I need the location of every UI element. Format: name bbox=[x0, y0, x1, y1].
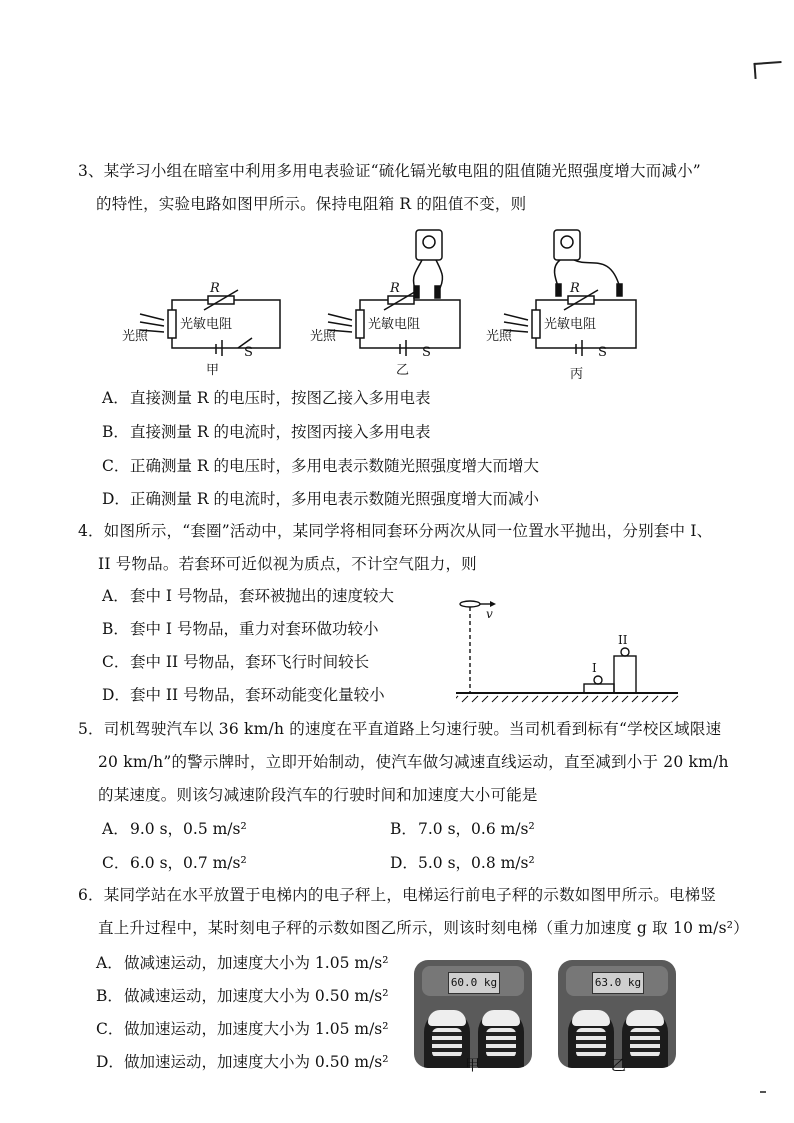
scale-caption-jia: 甲 bbox=[465, 1056, 481, 1074]
resistor-label-bing: 光敏电阻 bbox=[544, 317, 597, 332]
q4-option-b[interactable] bbox=[102, 618, 378, 640]
q3-option-b[interactable] bbox=[102, 421, 431, 443]
q3-stem-line2: 的特性，实验电路如图甲所示。保持电阻箱 R 的阻值不变，则 bbox=[96, 195, 527, 213]
option-label: C． bbox=[102, 457, 130, 475]
caption-bing: 丙 bbox=[570, 367, 584, 382]
option-text: 做减速运动，加速度大小为 1.05 m/s² bbox=[124, 954, 389, 972]
option-text: 9.0 s，0.5 m/s² bbox=[130, 820, 247, 838]
light-label-jia: 光照 bbox=[122, 329, 149, 344]
s-label-bing: S bbox=[598, 345, 607, 360]
r-label-jia: R bbox=[210, 281, 220, 296]
option-label: A． bbox=[102, 820, 129, 838]
shoe-icon bbox=[478, 1010, 524, 1068]
option-label: A． bbox=[102, 587, 129, 605]
q4-option-c[interactable] bbox=[102, 651, 369, 673]
q6-option-b[interactable] bbox=[96, 985, 388, 1007]
item-1-label: I bbox=[592, 661, 597, 675]
option-label: D． bbox=[390, 854, 418, 872]
option-label: D． bbox=[102, 490, 130, 508]
q5-option-c[interactable] bbox=[102, 852, 247, 874]
shoe-icon bbox=[424, 1010, 470, 1068]
q5-stem-line3: 的某速度。则该匀减速阶段汽车的行驶时间和加速度大小可能是 bbox=[98, 786, 538, 804]
q5-stem-line1: 5．司机驾驶汽车以 36 km/h 的速度在平直道路上匀速行驶。当司机看到标有“学校区域限速 bbox=[78, 720, 722, 738]
light-label-yi: 光照 bbox=[310, 329, 337, 344]
q6-option-c[interactable] bbox=[96, 1018, 388, 1040]
q5-option-a[interactable] bbox=[102, 818, 247, 840]
q4-stem-line2: II 号物品。若套环可近似视为质点，不计空气阻力，则 bbox=[98, 555, 477, 573]
scale-photo-yi bbox=[558, 960, 676, 1068]
item-1-base bbox=[584, 684, 614, 693]
option-text: 做加速运动，加速度大小为 1.05 m/s² bbox=[124, 1020, 389, 1038]
option-text: 6.0 s，0.7 m/s² bbox=[130, 854, 247, 872]
option-label: C． bbox=[102, 854, 130, 872]
option-text: 套中 I 号物品，重力对套环做功较小 bbox=[130, 620, 379, 638]
q4-ring-toss-figure bbox=[456, 592, 686, 704]
option-text: 直接测量 R 的电流时，按图丙接入多用电表 bbox=[130, 423, 431, 441]
option-label: C． bbox=[102, 653, 130, 671]
q6-stem-line2: 直上升过程中，某时刻电子秤的示数如图乙所示，则该时刻电梯（重力加速度 g 取 10 m/s²） bbox=[98, 919, 749, 937]
s-label-jia: S bbox=[244, 345, 253, 360]
photoresistor-bing bbox=[532, 310, 540, 338]
option-text: 套中 I 号物品，套环被抛出的速度较大 bbox=[130, 587, 394, 605]
page-speck bbox=[760, 1091, 766, 1093]
q6-stem-line1: 6．某同学站在水平放置于电梯内的电子秤上，电梯运行前电子秤的示数如图甲所示。电梯竖 bbox=[78, 886, 717, 904]
item-2-base bbox=[614, 656, 636, 693]
q6-option-d[interactable] bbox=[96, 1051, 388, 1073]
q4-stem-line1: 4．如图所示，“套圈”活动中，某同学将相同套环分两次从同一位置水平抛出，分别套中 I、 bbox=[78, 522, 713, 540]
item-2-label: II bbox=[618, 633, 628, 647]
q4-option-a[interactable] bbox=[102, 585, 394, 607]
circuit-diagrams bbox=[120, 222, 680, 382]
resistor-label-yi: 光敏电阻 bbox=[368, 317, 421, 332]
option-label: B． bbox=[96, 987, 123, 1005]
q4-option-d[interactable] bbox=[102, 684, 385, 706]
photoresistor-yi bbox=[356, 310, 364, 338]
option-text: 7.0 s，0.6 m/s² bbox=[418, 820, 535, 838]
ring-shape bbox=[460, 601, 480, 607]
option-text: 直接测量 R 的电压时，按图乙接入多用电表 bbox=[130, 389, 431, 407]
multimeter-bing bbox=[554, 230, 580, 260]
page-corner-mark bbox=[753, 61, 782, 79]
caption-jia: 甲 bbox=[206, 363, 220, 378]
q3-option-c[interactable] bbox=[102, 455, 539, 477]
q5-option-b[interactable] bbox=[390, 818, 535, 840]
option-text: 正确测量 R 的电压时，多用电表示数随光照强度增大而增大 bbox=[130, 457, 540, 475]
item-2-object bbox=[621, 648, 629, 656]
item-1-object bbox=[594, 676, 602, 684]
option-label: B． bbox=[102, 620, 129, 638]
scale-photo-jia bbox=[414, 960, 532, 1068]
option-text: 做减速运动，加速度大小为 0.50 m/s² bbox=[124, 987, 389, 1005]
caption-yi: 乙 bbox=[396, 363, 410, 378]
shoe-icon bbox=[568, 1010, 614, 1068]
ring-toss-diagram bbox=[456, 592, 686, 704]
s-label-yi: S bbox=[422, 345, 431, 360]
scale-reading-yi: 63.0 kg bbox=[592, 972, 644, 994]
option-label: B． bbox=[102, 423, 129, 441]
shoe-icon bbox=[622, 1010, 668, 1068]
scale-reading-jia: 60.0 kg bbox=[448, 972, 500, 994]
option-label: D． bbox=[102, 686, 130, 704]
scale-caption-yi: 乙 bbox=[611, 1056, 627, 1074]
option-text: 套中 II 号物品，套环动能变化量较小 bbox=[130, 686, 385, 704]
q6-option-a[interactable] bbox=[96, 952, 388, 974]
option-label: D． bbox=[96, 1053, 124, 1071]
light-label-bing: 光照 bbox=[486, 329, 513, 344]
q3-option-a[interactable] bbox=[102, 387, 431, 409]
option-text: 做加速运动，加速度大小为 0.50 m/s² bbox=[124, 1053, 389, 1071]
resistor-label-jia: 光敏电阻 bbox=[180, 317, 233, 332]
option-label: A． bbox=[96, 954, 123, 972]
option-label: B． bbox=[390, 820, 417, 838]
option-text: 套中 II 号物品，套环飞行时间较长 bbox=[130, 653, 370, 671]
photoresistor-jia bbox=[168, 310, 176, 338]
r-label-bing: R bbox=[570, 281, 580, 296]
option-label: C． bbox=[96, 1020, 124, 1038]
q3-stem-line1: 3、某学习小组在暗室中利用多用电表验证“硫化镉光敏电阻的阻值随光照强度增大而减小” bbox=[78, 162, 701, 180]
q3-option-d[interactable] bbox=[102, 488, 539, 510]
q3-circuit-figure bbox=[120, 222, 680, 382]
multimeter-yi bbox=[416, 230, 442, 260]
option-label: A． bbox=[102, 389, 129, 407]
option-text: 5.0 s，0.8 m/s² bbox=[418, 854, 535, 872]
velocity-label: v bbox=[486, 607, 493, 621]
q5-stem-line2: 20 km/h”的警示牌时，立即开始制动，使汽车做匀减速直线运动，直至减到小于 20 km/h bbox=[98, 753, 729, 771]
r-label-yi: R bbox=[390, 281, 400, 296]
option-text: 正确测量 R 的电流时，多用电表示数随光照强度增大而减小 bbox=[130, 490, 540, 508]
q5-option-d[interactable] bbox=[390, 852, 535, 874]
